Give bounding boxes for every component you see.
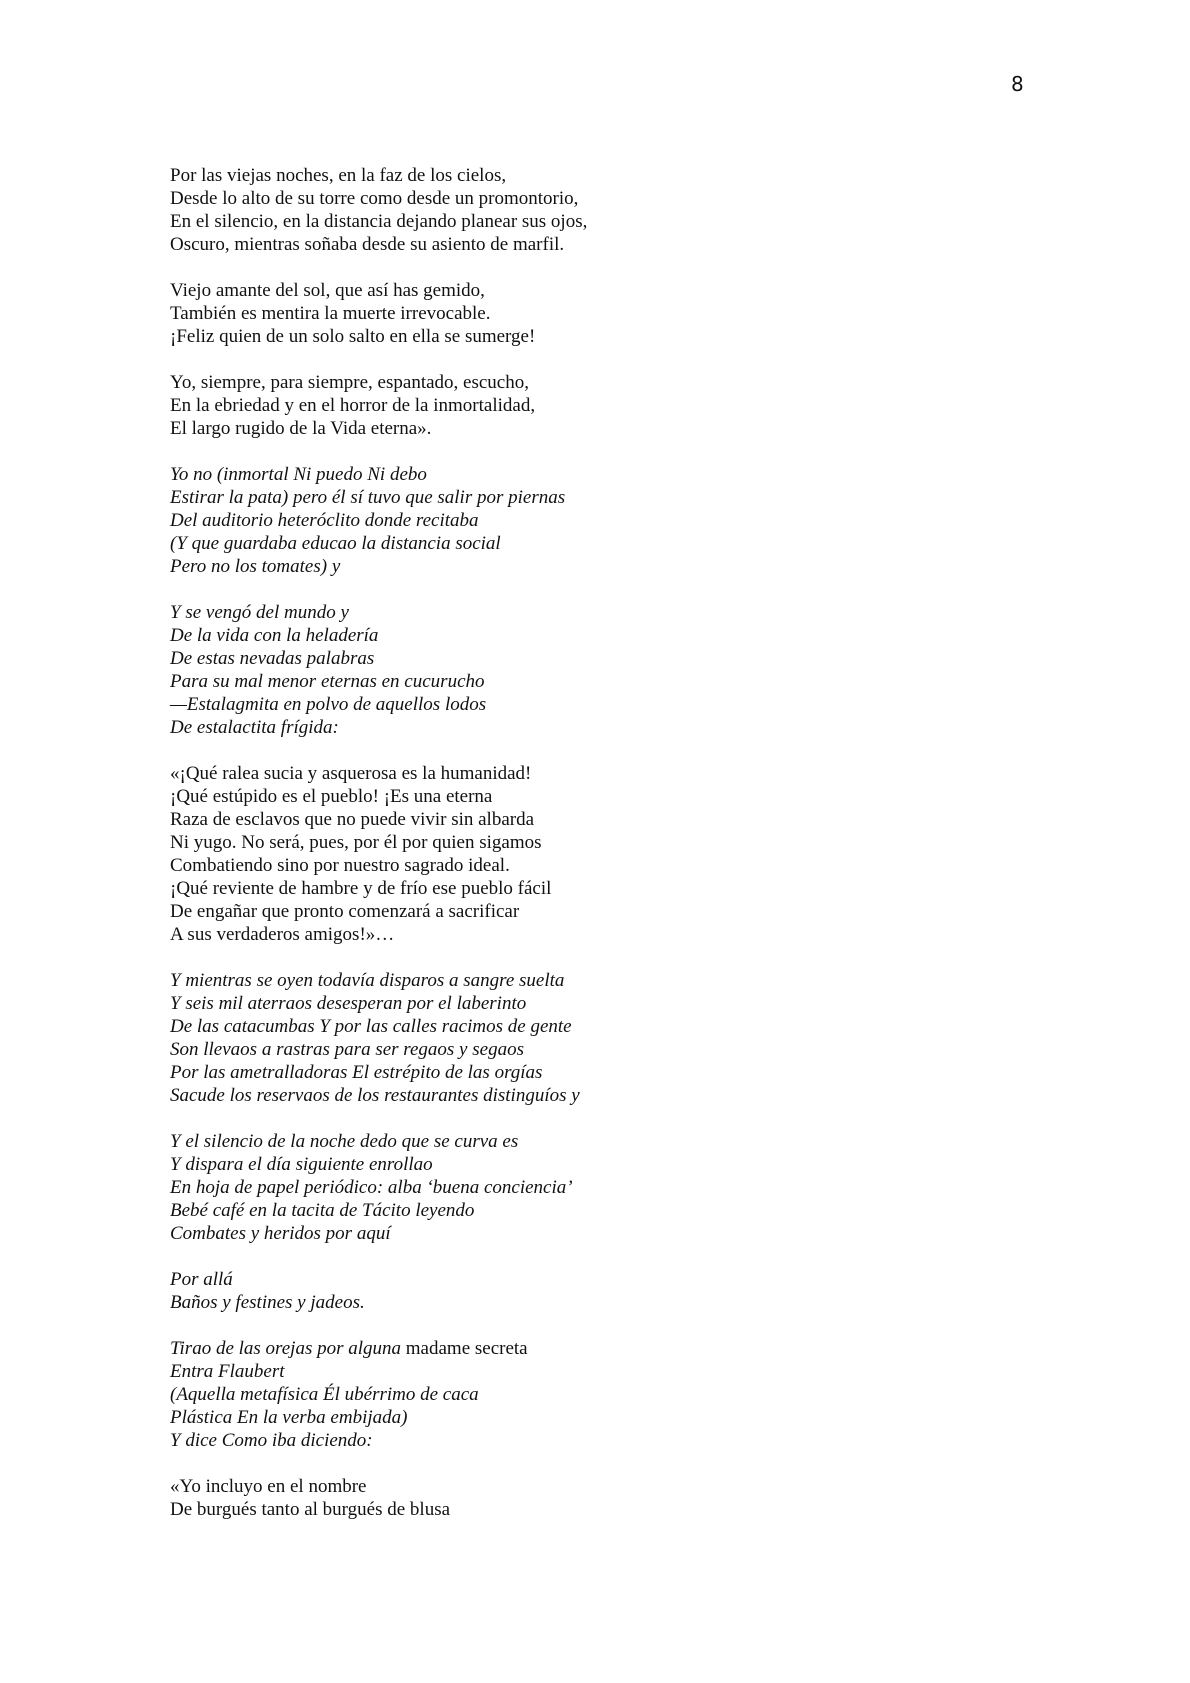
verse-line: El largo rugido de la Vida eterna». xyxy=(170,418,432,439)
verse-line: Y mientras se oyen todavía disparos a sangre suelta xyxy=(170,970,565,991)
stanza-5 xyxy=(170,601,990,739)
stanza-11 xyxy=(170,1475,990,1521)
stanza-2 xyxy=(170,279,990,348)
verse-line: Ni yugo. No será, pues, por él por quien sigamos xyxy=(170,832,542,853)
verse-line: De la vida con la heladería xyxy=(170,625,379,646)
verse-line: Combatiendo sino por nuestro sagrado ideal. xyxy=(170,855,510,876)
verse-line: Plástica En la verba embijada) xyxy=(170,1407,408,1428)
verse-line: (Y que guardaba educao la distancia social xyxy=(170,533,501,554)
verse-line: Pero no los tomates) y xyxy=(170,556,341,577)
verse-line: Para su mal menor eternas en cucurucho xyxy=(170,671,485,692)
verse-line: —Estalagmita en polvo de aquellos lodos xyxy=(170,694,487,715)
verse-line: Y dice Como iba diciendo: xyxy=(170,1430,373,1451)
verse-line: Y el silencio de la noche dedo que se curva es xyxy=(170,1131,519,1152)
stanza-6 xyxy=(170,762,990,946)
verse-line: ¡Feliz quien de un solo salto en ella se sumerge! xyxy=(170,326,536,347)
stanza-4 xyxy=(170,463,990,578)
verse-line: Sacude los reservaos de los restaurantes distinguíos y xyxy=(170,1085,580,1106)
verse-line: Por las ametralladoras El estrépito de las orgías xyxy=(170,1062,543,1083)
verse-line: Estirar la pata) pero él sí tuvo que salir por piernas xyxy=(170,487,566,508)
verse-line: De estas nevadas palabras xyxy=(170,648,375,669)
stanza-8 xyxy=(170,1130,990,1245)
stanza-7 xyxy=(170,969,990,1107)
verse-italic-part: Tirao de las orejas por alguna xyxy=(170,1338,406,1359)
verse-line: Y se vengó del mundo y xyxy=(170,602,349,623)
verse-line: Desde lo alto de su torre como desde un promontorio, xyxy=(170,188,579,209)
verse-line: A sus verdaderos amigos!»… xyxy=(170,924,395,945)
stanza-10 xyxy=(170,1337,990,1452)
verse-roman-part: madame secreta xyxy=(405,1338,528,1359)
verse-line: Yo no (inmortal Ni puedo Ni debo xyxy=(170,464,427,485)
verse-line: Por las viejas noches, en la faz de los cielos, xyxy=(170,165,507,186)
verse-line: En hoja de papel periódico: alba ‘buena conciencia’ xyxy=(170,1177,573,1198)
verse-line: Y seis mil aterraos desesperan por el laberinto xyxy=(170,993,527,1014)
verse-line: En el silencio, en la distancia dejando planear sus ojos, xyxy=(170,211,588,232)
verse-line: En la ebriedad y en el horror de la inmortalidad, xyxy=(170,395,536,416)
verse-line-mixed xyxy=(170,1337,990,1360)
verse-line: Viejo amante del sol, que así has gemido, xyxy=(170,280,485,301)
verse-line: Del auditorio heteróclito donde recitaba xyxy=(170,510,479,531)
verse-line: (Aquella metafísica Él ubérrimo de caca xyxy=(170,1384,479,1405)
verse-line: Baños y festines y jadeos. xyxy=(170,1292,365,1313)
verse-line: Oscuro, mientras soñaba desde su asiento de marfil. xyxy=(170,234,565,255)
verse-line: Yo, siempre, para siempre, espantado, escucho, xyxy=(170,372,529,393)
stanza-1 xyxy=(170,164,990,256)
verse-line: Son llevaos a rastras para ser regaos y segaos xyxy=(170,1039,524,1060)
verse-line: De burgués tanto al burgués de blusa xyxy=(170,1499,451,1520)
verse-line: Raza de esclavos que no puede vivir sin albarda xyxy=(170,809,535,830)
verse-line: Combates y heridos por aquí xyxy=(170,1223,391,1244)
verse-line: Y dispara el día siguiente enrollao xyxy=(170,1154,433,1175)
verse-line: Por allá xyxy=(170,1269,233,1290)
verse-line: De engañar que pronto comenzará a sacrificar xyxy=(170,901,520,922)
verse-line: Bebé café en la tacita de Tácito leyendo xyxy=(170,1200,475,1221)
verse-line: ¡Qué reviente de hambre y de frío ese pueblo fácil xyxy=(170,878,552,899)
verse-line: De estalactita frígida: xyxy=(170,717,339,738)
verse-line: «Yo incluyo en el nombre xyxy=(170,1476,367,1497)
poem-body xyxy=(170,164,990,1544)
stanza-3 xyxy=(170,371,990,440)
verse-line: También es mentira la muerte irrevocable. xyxy=(170,303,491,324)
verse-line: ¡Qué estúpido es el pueblo! ¡Es una eterna xyxy=(170,786,493,807)
verse-line: «¡Qué ralea sucia y asquerosa es la humanidad! xyxy=(170,763,532,784)
verse-line: De las catacumbas Y por las calles racimos de gente xyxy=(170,1016,572,1037)
stanza-9 xyxy=(170,1268,990,1314)
verse-line: Entra Flaubert xyxy=(170,1361,285,1382)
page-number: 8 xyxy=(1011,72,1024,96)
